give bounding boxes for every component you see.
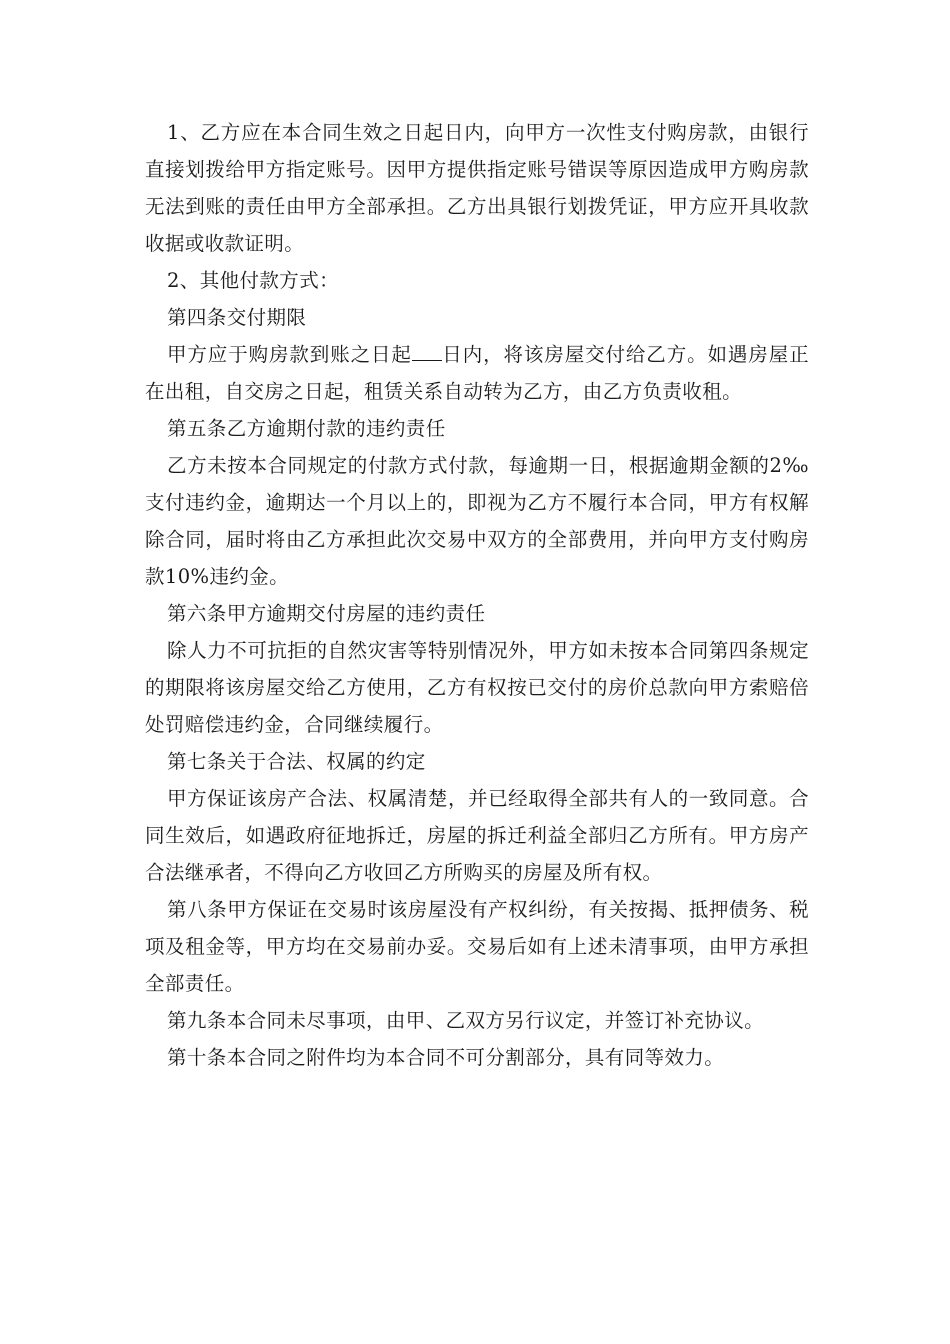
paragraph-article-5: 乙方未按本合同规定的付款方式付款，每逾期一日，根据逾期金额的2‰支付违约金，逾期达一个月以上的，即视为乙方不履行本合同，甲方有权解除合同，届时将由乙方承担此次交易中双方的全部费用，并向甲方支付购房款10%违约金。: [145, 454, 809, 588]
paragraph-payment-1: 1、乙方应在本合同生效之日起日内，向甲方一次性支付购房款，由银行直接划拨给甲方指定账号。因甲方提供指定账号错误等原因造成甲方购房款无法到账的责任由甲方全部承担。乙方出具银行划拨凭证，甲方应开具收款收据或收款证明。: [145, 121, 809, 255]
contract-page: [145, 114, 809, 1076]
paragraph-article-9: 第九条本合同未尽事项，由甲、乙双方另行议定，并签订补充协议。: [167, 1009, 765, 1032]
heading-article-7: 第七条关于合法、权属的约定: [167, 750, 426, 773]
paragraph-article-8: 第八条甲方保证在交易时该房屋没有产权纠纷，有关按揭、抵押债务、税项及租金等，甲方均在交易前办妥。交易后如有上述未清事项，由甲方承担全部责任。: [145, 898, 809, 995]
paragraph-article-10: 第十条本合同之附件均为本合同不可分割部分，具有同等效力。: [167, 1046, 725, 1069]
paragraph-delivery: [145, 336, 809, 410]
paragraph-article-7: 甲方保证该房产合法、权属清楚，并已经取得全部共有人的一致同意。合同生效后，如遇政府征地拆迁，房屋的拆迁利益全部归乙方所有。甲方房产合法继承者，不得向乙方收回乙方所购买的房屋及所有权。: [145, 787, 809, 884]
delivery-text-after: 日内，将该房屋交付给乙方。如遇房屋正在出租，自交房之日起，租赁关系自动转为乙方，由乙方负责收租。: [145, 343, 809, 403]
delivery-text-before: 甲方应于购房款到账之日起: [167, 343, 412, 366]
paragraph-article-6: 除人力不可抗拒的自然灾害等特别情况外，甲方如未按本合同第四条规定的期限将该房屋交给乙方使用，乙方有权按已交付的房价总款向甲方索赔倍处罚赔偿违约金，合同继续履行。: [145, 639, 809, 736]
heading-article-4: 第四条交付期限: [167, 306, 307, 329]
blank-days-field: [412, 340, 442, 361]
heading-article-5: 第五条乙方逾期付款的违约责任: [167, 417, 446, 440]
heading-article-6: 第六条甲方逾期交付房屋的违约责任: [167, 602, 486, 625]
paragraph-payment-2: 2、其他付款方式：: [167, 269, 340, 292]
